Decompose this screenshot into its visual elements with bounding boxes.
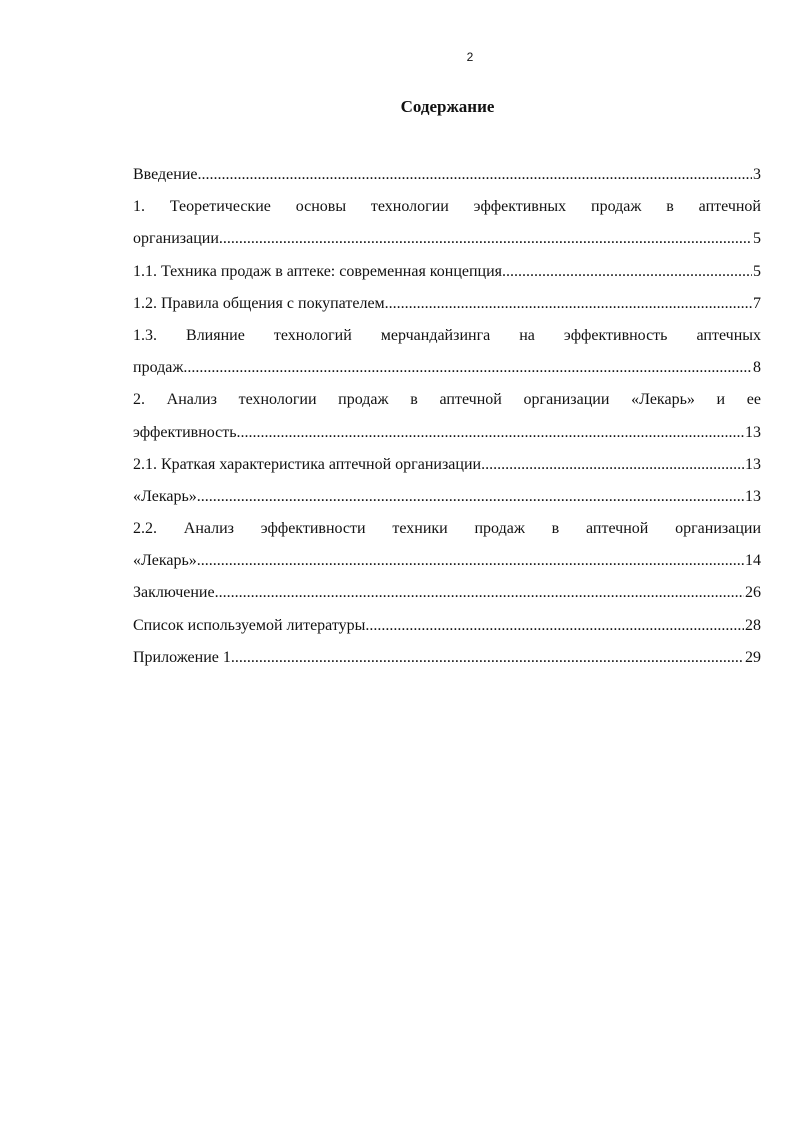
toc-entry-text: продаж: [133, 359, 184, 377]
page-number: 2: [466, 50, 474, 64]
toc-entry-section-2-1-cont[interactable]: [133, 481, 761, 513]
toc-leader-dots: [502, 256, 752, 288]
toc-entry-conclusion[interactable]: [133, 577, 761, 609]
toc-entry-section-1-2[interactable]: [133, 288, 761, 320]
toc-entry-chapter-2[interactable]: 2. Анализ технологии продаж в аптечной организации «Лекарь» и ее: [133, 391, 761, 409]
toc-entry-section-2-1[interactable]: [133, 449, 761, 481]
toc-leader-dots: [197, 481, 744, 513]
toc-leader-dots: [365, 610, 744, 642]
toc-entry-page: 14: [745, 552, 761, 570]
toc-title: Содержание: [400, 97, 495, 116]
toc-entry-text: 2.1. Краткая характеристика аптечной организации: [133, 455, 482, 473]
toc-entry-chapter-1-cont[interactable]: [133, 223, 761, 255]
toc-leader-dots: [197, 545, 744, 577]
toc-entry-section-2-2[interactable]: 2.2. Анализ эффективности техники продаж в аптечной организации: [133, 520, 761, 538]
toc-entry-page: 8: [753, 359, 761, 377]
toc-entry-text: Список используемой литературы: [133, 616, 366, 634]
toc-entry-chapter-1[interactable]: 1. Теоретические основы технологии эффективных продаж в аптечной: [133, 198, 761, 216]
toc-entry-page: 3: [753, 166, 761, 183]
toc-entry-page: 29: [745, 648, 761, 666]
toc-leader-dots: [215, 577, 744, 609]
toc-leader-dots: [219, 223, 752, 255]
toc-entry-appendix[interactable]: [133, 642, 761, 674]
toc-entry-text: «Лекарь»: [133, 487, 197, 505]
toc-entry-page: 28: [745, 616, 761, 634]
toc-entry-section-1-3-cont[interactable]: [133, 352, 761, 384]
toc-entry-text: организации: [133, 230, 219, 248]
toc-entry-section-1-3[interactable]: 1.3. Влияние технологий мерчандайзинга на эффективность аптечных: [133, 326, 761, 344]
toc-leader-dots: [198, 159, 753, 191]
toc-entry-text: «Лекарь»: [133, 552, 197, 570]
toc-entry-text: 1.2. Правила общения с покупателем: [133, 294, 385, 312]
toc-entry-page: 5: [753, 230, 761, 248]
toc-entry-section-2-2-cont[interactable]: [133, 545, 761, 577]
toc-entry-text: эффективность: [133, 423, 237, 441]
toc-entry-text: Приложение 1: [133, 648, 231, 666]
toc-entry-references[interactable]: [133, 610, 761, 642]
toc-leader-dots: [231, 642, 744, 674]
toc-leader-dots: [385, 288, 752, 320]
toc-leader-dots: [237, 417, 744, 449]
toc-entry-text: 1.1. Техника продаж в аптеке: современная концепция: [133, 262, 503, 280]
toc-entry-page: 5: [753, 262, 761, 280]
toc-entry-text: Заключение: [133, 584, 215, 602]
toc-entry-page: 13: [745, 455, 761, 473]
toc-entry-text: Введение: [133, 166, 198, 183]
toc-entry-section-1-1[interactable]: [133, 256, 761, 288]
toc-leader-dots: [183, 352, 752, 384]
toc-entry-intro[interactable]: [133, 159, 761, 191]
toc-entry-page: 7: [753, 294, 761, 312]
table-of-contents: [133, 159, 761, 674]
toc-leader-dots: [481, 449, 744, 481]
toc-entry-page: 26: [745, 584, 761, 602]
toc-entry-chapter-2-cont[interactable]: [133, 417, 761, 449]
toc-entry-page: 13: [745, 487, 761, 505]
toc-entry-page: 13: [745, 423, 761, 441]
